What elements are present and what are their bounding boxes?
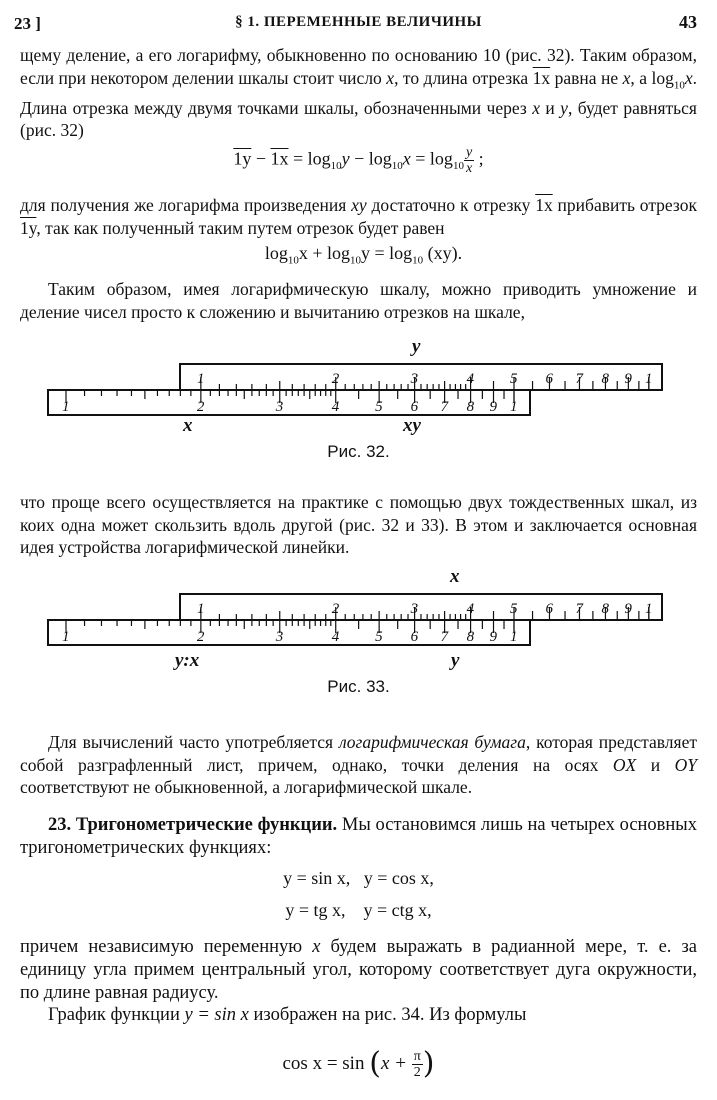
paragraph-2: для получения же логарифма произведения xy достаточно к отрезку 1x прибавить отрезок 1y, так как полученный таким путем отрезок будет равен (20, 195, 697, 238)
label-y: y (451, 650, 460, 671)
fig32-lower-label: 1 (62, 399, 70, 415)
section-mark: 23 ] (14, 14, 41, 33)
fig33-upper-label: 2 (331, 601, 340, 617)
fig32-upper-label: 5 (510, 371, 518, 387)
fig33-upper-label: 5 (510, 601, 518, 617)
trig-formulas-row-1: y = sin x, y = cos x, (283, 868, 434, 888)
formula-4: cos x = sin (x + $\frac{\pi}{2}$ ) (282, 1046, 435, 1081)
fig33-lower-label: 3 (275, 629, 284, 645)
section-heading: 23. Тригонометрические функции. (48, 815, 338, 835)
figure-32-slide-rule (0, 336, 717, 436)
fig32-lower-label: 4 (331, 399, 340, 415)
page-number: 43 (679, 12, 697, 32)
fig32-lower-label: 2 (196, 399, 205, 415)
fig32-upper-label: 3 (410, 371, 419, 387)
paragraph-5: Для вычислений часто употребляется логарифмическая бумага, которая представляет собой разграфленный лист, причем, однако, точки деления на осях OX и OY соответствуют не обыкновенной, а логарифмической шкале. (20, 732, 697, 797)
label-x: x (183, 415, 193, 436)
trig-formulas-row-2: y = tg x, y = ctg x, (285, 900, 432, 920)
fig32-lower-label: 3 (275, 399, 284, 415)
formula-2: $\log_{10}x + \log_{10}y = \log_{10} (xy)$. (264, 243, 463, 267)
fig33-lower-label: 1 (510, 629, 518, 645)
paragraph-1: щему деление, а его логарифму, обыкновенно по основанию 10 (рис. 32). Таким образом, если при некотором делении шкалы стоит число x, то длина отрезка 1x равна не x, а $\log_{10}x$. Длина отрезка между двумя точками шкалы, обозначенными через x и y, будет равняться (рис. 32) (20, 45, 698, 140)
fig32-upper-label: 1 (196, 371, 205, 387)
fig32-lower-label: 6 (410, 399, 419, 415)
fig32-upper-label: 6 (545, 371, 553, 387)
page-header (14, 10, 703, 38)
fig32-lower-label: 9 (489, 399, 498, 415)
fig32-upper-label: 4 (466, 371, 475, 387)
figure-33-slide-rule (0, 566, 717, 674)
fig32-lower-label: 7 (440, 399, 449, 415)
fig32-upper-label: 2 (331, 371, 340, 387)
fig33-upper-label: 1 (644, 601, 653, 617)
label-xy: xy (403, 415, 421, 436)
label-y: y (412, 336, 421, 357)
fig32-lower-label: 8 (466, 399, 475, 415)
fig33-lower-label: 1 (62, 629, 70, 645)
paragraph-4: что проще всего осуществляется на практике с помощью двух тождественных шкал, из коих одна может скользить вдоль другой (рис. 32 и 33). В этом и заключается основная идея устройства логарифмической линейки. (20, 492, 697, 557)
fig33-lower-label: 8 (466, 629, 475, 645)
running-title: § 1. ПЕРЕМЕННЫЕ ВЕЛИЧИНЫ (235, 14, 482, 30)
fig33-lower-label: 6 (410, 629, 419, 645)
fig33-upper-label: 4 (466, 601, 475, 617)
fig33-lower-label: 9 (489, 629, 498, 645)
fig33-upper-label: 7 (575, 601, 583, 617)
formula-1: $1y - 1x = \log_{10}y - \log_{10}x = \log_{10}$ $\frac{y}{x}$ ; (233, 145, 484, 176)
fig33-upper-label: 1 (196, 601, 205, 617)
fig32-upper-label: 7 (575, 371, 583, 387)
fig33-lower-label: 2 (196, 629, 205, 645)
fig33-upper-label: 8 (601, 601, 609, 617)
fig32-upper-label: 1 (644, 371, 653, 387)
section-23: 23. Тригонометрические функции. Мы остановимся лишь на четырех основных тригонометрических функциях: (20, 815, 697, 858)
fig33-lower-label: 7 (440, 629, 449, 645)
fig33-upper-label: 3 (410, 601, 419, 617)
figure-32-caption: Рис. 32. (327, 442, 390, 461)
fig33-upper-label: 9 (624, 601, 632, 617)
fig33-lower-label: 4 (331, 629, 340, 645)
label-x: x (450, 566, 460, 587)
fig32-upper-label: 8 (601, 371, 609, 387)
figure-33-caption: Рис. 33. (327, 677, 390, 696)
fig32-lower-label: 5 (375, 399, 383, 415)
paragraph-7: График функции y = sin x изображен на рис. 34. Из формулы (48, 1005, 527, 1025)
fig33-lower-label: 5 (375, 629, 383, 645)
fig32-upper-label: 9 (624, 371, 632, 387)
fig32-lower-label: 1 (510, 399, 518, 415)
label-y-div-x: y:x (175, 650, 200, 671)
fig33-upper-label: 6 (545, 601, 553, 617)
paragraph-3: Таким образом, имея логарифмическую шкалу, можно приводить умножение и деление чисел просто к сложению и вычитанию отрезков на шкале, (20, 279, 697, 322)
paragraph-6: причем независимую переменную x будем выражать в радианной мере, т. е. за единицу угла примем центральный угол, которому соответствует дуга окружности, по длине равная радиусу. (20, 937, 697, 1003)
